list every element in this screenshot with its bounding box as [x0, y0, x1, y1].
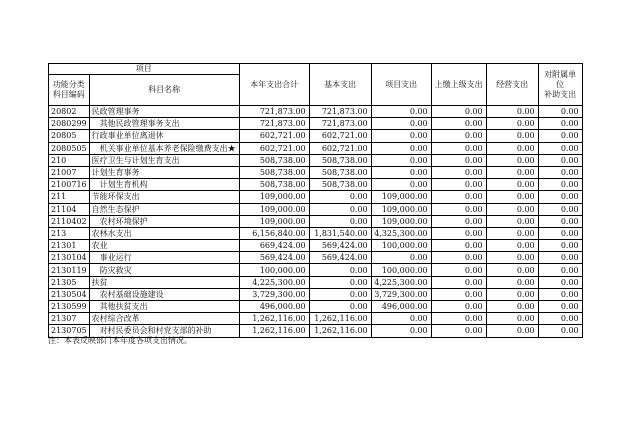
- cell-basic: 0.00: [309, 301, 371, 313]
- cell-name: 对村民委员会和村党支部的补助: [89, 325, 239, 337]
- cell-code: 21104: [49, 203, 90, 215]
- cell-project: 109,000.00: [371, 215, 431, 227]
- cell-name: 计划生育机构: [89, 179, 239, 191]
- cell-basic: 569,424.00: [309, 252, 371, 264]
- cell-total: 496,000.00: [239, 301, 309, 313]
- cell-name: 农业: [89, 240, 239, 252]
- cell-code: 2130104: [49, 252, 90, 264]
- cell-total: 4,225,300.00: [239, 276, 309, 288]
- cell-subsidy: 0.00: [538, 166, 582, 178]
- cell-project: 0.00: [371, 154, 431, 166]
- cell-code: 211: [49, 191, 90, 203]
- cell-basic: 1,831,540.00: [309, 227, 371, 239]
- cell-subsidy: 0.00: [538, 227, 582, 239]
- cell-name: 农林水支出: [89, 227, 239, 239]
- cell-project: 100,000.00: [371, 264, 431, 276]
- cell-code: 2080505: [49, 142, 90, 154]
- header-name: 科目名称: [89, 75, 239, 106]
- cell-code: 20805: [49, 130, 90, 142]
- cell-business: 0.00: [486, 179, 538, 191]
- cell-total: 602,721.00: [239, 142, 309, 154]
- header-upper: 上缴上级支出: [431, 64, 486, 106]
- cell-total: 602,721.00: [239, 130, 309, 142]
- cell-code: 2130599: [49, 301, 90, 313]
- cell-code: 213: [49, 227, 90, 239]
- cell-project: 4,225,300.00: [371, 276, 431, 288]
- cell-project: 3,729,300.00: [371, 288, 431, 300]
- cell-upper: 0.00: [431, 313, 486, 325]
- header-code: 功能分类 科目编码: [49, 75, 90, 106]
- table-row: [49, 215, 583, 227]
- cell-name: 农村环境保护: [89, 215, 239, 227]
- header-group-label: 项目: [49, 64, 240, 75]
- cell-name: 民政管理事务: [89, 106, 239, 118]
- cell-total: 100,000.00: [239, 264, 309, 276]
- cell-upper: 0.00: [431, 118, 486, 130]
- cell-basic: 508,738.00: [309, 179, 371, 191]
- cell-subsidy: 0.00: [538, 325, 582, 337]
- cell-upper: 0.00: [431, 191, 486, 203]
- cell-basic: 508,738.00: [309, 154, 371, 166]
- cell-name: 医疗卫生与计划生育支出: [89, 154, 239, 166]
- cell-total: 508,738.00: [239, 166, 309, 178]
- cell-code: 20802: [49, 106, 90, 118]
- table-row: [49, 203, 583, 215]
- cell-business: 0.00: [486, 276, 538, 288]
- cell-business: 0.00: [486, 130, 538, 142]
- cell-total: 508,738.00: [239, 154, 309, 166]
- table-row: [49, 252, 583, 264]
- cell-subsidy: 0.00: [538, 276, 582, 288]
- cell-subsidy: 0.00: [538, 240, 582, 252]
- cell-upper: 0.00: [431, 179, 486, 191]
- cell-basic: 0.00: [309, 191, 371, 203]
- cell-basic: 569,424.00: [309, 240, 371, 252]
- cell-project: 4,325,300.00: [371, 227, 431, 239]
- cell-basic: 0.00: [309, 203, 371, 215]
- cell-business: 0.00: [486, 166, 538, 178]
- table-row: [49, 264, 583, 276]
- table-row: [49, 166, 583, 178]
- cell-total: 3,729,300.00: [239, 288, 309, 300]
- cell-project: 0.00: [371, 142, 431, 154]
- cell-name: 节能环保支出: [89, 191, 239, 203]
- cell-business: 0.00: [486, 252, 538, 264]
- cell-total: 508,738.00: [239, 179, 309, 191]
- cell-total: 721,873.00: [239, 106, 309, 118]
- table-row: [49, 191, 583, 203]
- cell-code: 2110402: [49, 215, 90, 227]
- cell-subsidy: 0.00: [538, 313, 582, 325]
- cell-total: 1,262,116.00: [239, 325, 309, 337]
- cell-business: 0.00: [486, 288, 538, 300]
- cell-business: 0.00: [486, 240, 538, 252]
- cell-business: 0.00: [486, 264, 538, 276]
- table-row: [49, 227, 583, 239]
- cell-business: 0.00: [486, 142, 538, 154]
- table-row: [49, 240, 583, 252]
- cell-code: 21307: [49, 313, 90, 325]
- cell-upper: 0.00: [431, 288, 486, 300]
- cell-business: 0.00: [486, 215, 538, 227]
- cell-basic: 721,873.00: [309, 118, 371, 130]
- cell-project: 0.00: [371, 325, 431, 337]
- cell-subsidy: 0.00: [538, 179, 582, 191]
- cell-project: 109,000.00: [371, 203, 431, 215]
- cell-upper: 0.00: [431, 215, 486, 227]
- cell-code: 21301: [49, 240, 90, 252]
- cell-upper: 0.00: [431, 142, 486, 154]
- cell-project: 0.00: [371, 179, 431, 191]
- cell-name: 自然生态保护: [89, 203, 239, 215]
- cell-code: 2130705: [49, 325, 90, 337]
- cell-project: 0.00: [371, 106, 431, 118]
- cell-upper: 0.00: [431, 130, 486, 142]
- cell-total: 721,873.00: [239, 118, 309, 130]
- cell-name: 机关事业单位基本养老保险缴费支出★: [89, 142, 239, 154]
- cell-subsidy: 0.00: [538, 154, 582, 166]
- cell-total: 109,000.00: [239, 191, 309, 203]
- header-project: 项目支出: [371, 64, 431, 106]
- cell-name: 农村基础设施建设: [89, 288, 239, 300]
- cell-code: 2080299: [49, 118, 90, 130]
- expenditure-table: [48, 63, 583, 338]
- cell-business: 0.00: [486, 154, 538, 166]
- table-row: [49, 118, 583, 130]
- cell-basic: 0.00: [309, 264, 371, 276]
- cell-upper: 0.00: [431, 301, 486, 313]
- cell-total: 569,424.00: [239, 252, 309, 264]
- header-total: 本年支出合计: [239, 64, 309, 106]
- cell-project: 0.00: [371, 252, 431, 264]
- cell-basic: 0.00: [309, 276, 371, 288]
- cell-code: 21007: [49, 166, 90, 178]
- cell-basic: 0.00: [309, 288, 371, 300]
- cell-subsidy: 0.00: [538, 191, 582, 203]
- table-row: [49, 276, 583, 288]
- table-row: [49, 179, 583, 191]
- cell-subsidy: 0.00: [538, 118, 582, 130]
- cell-subsidy: 0.00: [538, 130, 582, 142]
- cell-basic: 0.00: [309, 215, 371, 227]
- cell-project: 0.00: [371, 166, 431, 178]
- cell-total: 109,000.00: [239, 203, 309, 215]
- cell-business: 0.00: [486, 301, 538, 313]
- cell-basic: 1,262,116.00: [309, 313, 371, 325]
- cell-name: 农村综合改革: [89, 313, 239, 325]
- cell-name: 防灾救灾: [89, 264, 239, 276]
- cell-project: 0.00: [371, 313, 431, 325]
- cell-subsidy: 0.00: [538, 288, 582, 300]
- cell-subsidy: 0.00: [538, 142, 582, 154]
- cell-upper: 0.00: [431, 252, 486, 264]
- table-row: [49, 130, 583, 142]
- cell-code: 2130119: [49, 264, 90, 276]
- table-body: [49, 64, 583, 338]
- cell-subsidy: 0.00: [538, 264, 582, 276]
- cell-code: 21305: [49, 276, 90, 288]
- cell-upper: 0.00: [431, 106, 486, 118]
- cell-basic: 508,738.00: [309, 166, 371, 178]
- cell-subsidy: 0.00: [538, 106, 582, 118]
- cell-subsidy: 0.00: [538, 215, 582, 227]
- cell-name: 事业运行: [89, 252, 239, 264]
- cell-business: 0.00: [486, 227, 538, 239]
- cell-upper: 0.00: [431, 166, 486, 178]
- cell-upper: 0.00: [431, 227, 486, 239]
- table-row: [49, 154, 583, 166]
- header-row-group: [49, 64, 583, 75]
- cell-basic: 1,262,116.00: [309, 325, 371, 337]
- expenditure-table-container: [48, 63, 583, 338]
- table-note: 注：本表反映部门本年度各项支出情况。: [48, 336, 192, 345]
- cell-upper: 0.00: [431, 240, 486, 252]
- table-row: [49, 142, 583, 154]
- cell-total: 6,156,840.00: [239, 227, 309, 239]
- cell-name: 其他扶贫支出: [89, 301, 239, 313]
- cell-business: 0.00: [486, 191, 538, 203]
- cell-subsidy: 0.00: [538, 203, 582, 215]
- cell-project: 0.00: [371, 118, 431, 130]
- cell-subsidy: 0.00: [538, 301, 582, 313]
- cell-name: 行政事业单位离退休: [89, 130, 239, 142]
- cell-total: 669,424.00: [239, 240, 309, 252]
- header-subsidy: 对附属单位 补助支出: [538, 64, 582, 106]
- cell-subsidy: 0.00: [538, 252, 582, 264]
- cell-business: 0.00: [486, 118, 538, 130]
- cell-project: 496,000.00: [371, 301, 431, 313]
- cell-name: 计划生育事务: [89, 166, 239, 178]
- cell-code: 2130504: [49, 288, 90, 300]
- table-row: [49, 301, 583, 313]
- cell-upper: 0.00: [431, 325, 486, 337]
- cell-code: 210: [49, 154, 90, 166]
- cell-total: 109,000.00: [239, 215, 309, 227]
- header-basic: 基本支出: [309, 64, 371, 106]
- cell-basic: 602,721.00: [309, 142, 371, 154]
- cell-basic: 602,721.00: [309, 130, 371, 142]
- cell-business: 0.00: [486, 106, 538, 118]
- cell-business: 0.00: [486, 325, 538, 337]
- header-business: 经营支出: [486, 64, 538, 106]
- cell-business: 0.00: [486, 203, 538, 215]
- cell-project: 0.00: [371, 130, 431, 142]
- table-row: [49, 288, 583, 300]
- cell-project: 109,000.00: [371, 191, 431, 203]
- table-row: [49, 106, 583, 118]
- cell-basic: 721,873.00: [309, 106, 371, 118]
- cell-upper: 0.00: [431, 276, 486, 288]
- cell-total: 1,262,116.00: [239, 313, 309, 325]
- cell-upper: 0.00: [431, 154, 486, 166]
- cell-code: 2100716: [49, 179, 90, 191]
- cell-upper: 0.00: [431, 264, 486, 276]
- table-row: [49, 313, 583, 325]
- cell-project: 100,000.00: [371, 240, 431, 252]
- cell-upper: 0.00: [431, 203, 486, 215]
- cell-name: 扶贫: [89, 276, 239, 288]
- cell-name: 其他民政管理事务支出: [89, 118, 239, 130]
- cell-business: 0.00: [486, 313, 538, 325]
